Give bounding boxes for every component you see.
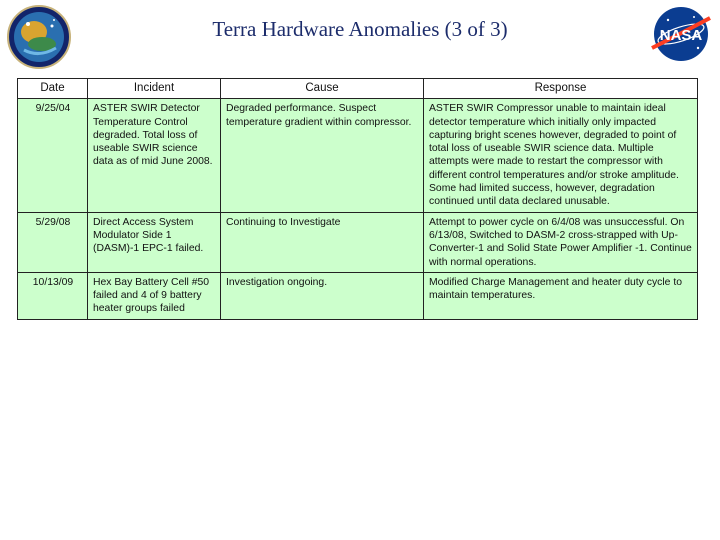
page-title: Terra Hardware Anomalies (3 of 3) [212, 17, 508, 41]
nasa-logo-text: NASA [659, 27, 703, 44]
cell-cause: Investigation ongoing. [221, 272, 424, 319]
cell-date: 10/13/09 [18, 272, 88, 319]
cell-incident: ASTER SWIR Detector Temperature Control degraded. Total loss of useable SWIR science data as of mid June 2008. [88, 99, 221, 212]
cell-response: Modified Charge Management and heater duty cycle to maintain temperatures. [424, 272, 698, 319]
cell-cause: Continuing to Investigate [221, 212, 424, 272]
nasa-logo [646, 4, 716, 64]
cell-cause: Degraded performance. Suspect temperature gradient within compressor. [221, 99, 424, 212]
cell-response: Attempt to power cycle on 6/4/08 was unsuccessful. On 6/13/08, Switched to DASM-2 cross-strapped with Up-Converter-1 and Solid State Power Amplifier -1. Continue with normal operations. [424, 212, 698, 272]
header-incident: Incident [88, 79, 221, 99]
cell-response: ASTER SWIR Compressor unable to maintain ideal detector temperature which initially only impacted capturing bright scenes however, degraded to point of total loss of useable SWIR science data. Multiple attempts were made to restart the compressor with different control temperatures and/or stroke amplitude. Some had limited success, however, degradation continued until data declared unusable. [424, 99, 698, 212]
table-row [18, 272, 698, 319]
cell-incident: Direct Access System Modulator Side 1 (DASM)-1 EPC-1 failed. [88, 212, 221, 272]
table-header-row [18, 79, 698, 99]
header-cause: Cause [221, 79, 424, 99]
table-row [18, 212, 698, 272]
cell-date: 9/25/04 [18, 99, 88, 212]
header-response: Response [424, 79, 698, 99]
anomalies-table [17, 78, 698, 320]
header-date: Date [18, 79, 88, 99]
table-row [18, 99, 698, 212]
cell-incident: Hex Bay Battery Cell #50 failed and 4 of 9 battery heater groups failed [88, 272, 221, 319]
cell-date: 5/29/08 [18, 212, 88, 272]
